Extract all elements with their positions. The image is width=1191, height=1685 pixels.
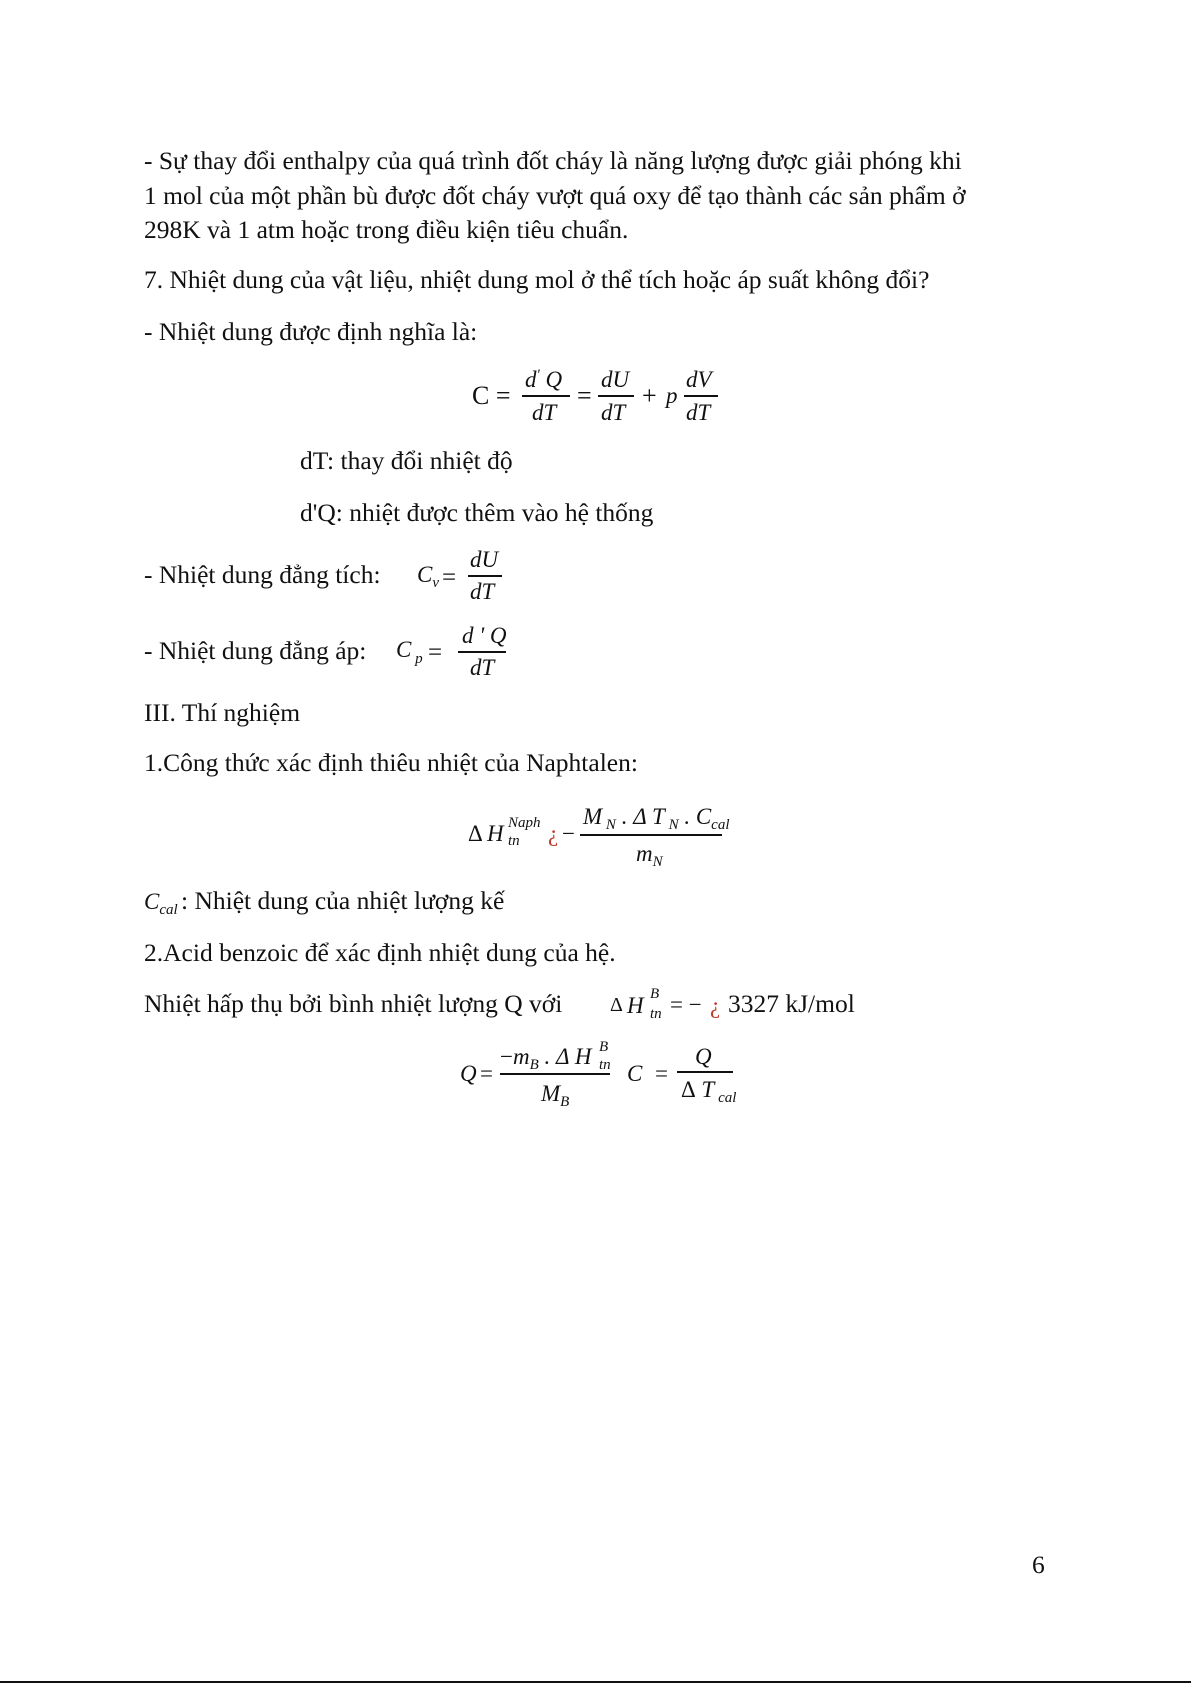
intro-line-2: 1 mol của một phần bù được đốt cháy vượt quá oxy để tạo thành các sản phẩm ở bbox=[144, 181, 966, 210]
ccal-text: : Nhiệt dung của nhiệt lượng kế bbox=[181, 886, 505, 915]
cp-label: - Nhiệt dung đẳng áp: bbox=[144, 636, 367, 665]
page-number: 6 bbox=[1032, 1550, 1045, 1579]
heat-absorbed-text: Nhiệt hấp thụ bởi bình nhiệt lượng Q với bbox=[144, 989, 563, 1018]
intro-line-1: - Sự thay đổi enthalpy của quá trình đốt cháy là năng lượng được giải phóng khi bbox=[144, 146, 962, 175]
legend-dt: dT: thay đổi nhiệt độ bbox=[300, 446, 513, 475]
heat-capacity-definition: - Nhiệt dung được định nghĩa là: bbox=[144, 317, 478, 346]
cv-label: - Nhiệt dung đẳng tích: bbox=[144, 560, 381, 589]
question-7-title: 7. Nhiệt dung của vật liệu, nhiệt dung mol ở thể tích hoặc áp suất không đổi? bbox=[144, 265, 930, 294]
legend-dq: d'Q: nhiệt được thêm vào hệ thống bbox=[300, 498, 654, 527]
intro-line-3: 298K và 1 atm hoặc trong điều kiện tiêu chuẩn. bbox=[144, 215, 629, 244]
enthalpy-benzoic-value: 3327 kJ/mol bbox=[728, 989, 855, 1018]
section-3-title: III. Thí nghiệm bbox=[144, 698, 301, 727]
page-bottom-rule bbox=[0, 1681, 1191, 1683]
benzoic-acid-heading: 2.Acid benzoic để xác định nhiệt dung của hệ. bbox=[144, 938, 616, 967]
naphthalene-formula-heading: 1.Công thức xác định thiêu nhiệt của Naphtalen: bbox=[144, 748, 638, 777]
